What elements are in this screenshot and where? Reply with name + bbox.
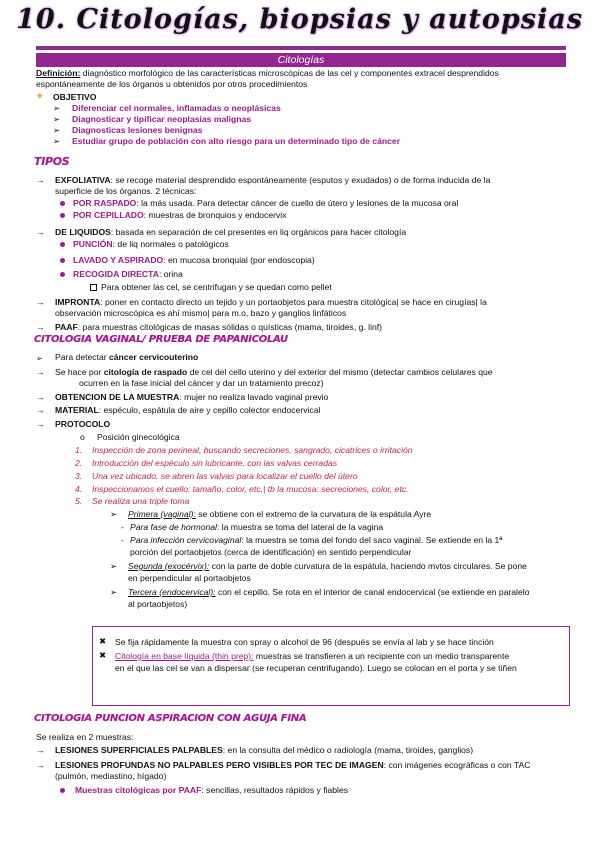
impronta-line-2: observación microscópica es ahí mismo| para m.o, bazo y ganglios linfáticos: [55, 308, 347, 318]
superficial-lesions-text: : en la consulta del médico o radiología (mama, tiroides, ganglios): [222, 745, 474, 755]
fna-intro: Se realiza en 2 muestras:: [36, 732, 134, 742]
pap-method-bold: citología de raspado: [103, 367, 188, 377]
fna-heading: CITOLOGIA PUNCION ASPIRACION CON AGUJA FINA: [34, 713, 307, 724]
checkbox-square-icon: [90, 284, 97, 291]
protocol-step: Inspección de zona perineal, buscando secreciones, sangrado, cicatrices o irritación: [92, 445, 413, 455]
liquids-text: : basada en separación de cel presentes en liq orgánicos para hacer citología: [110, 227, 407, 237]
arrowhead-bullet-icon: ➢: [110, 509, 118, 519]
pap-method-line-1: [55, 367, 493, 378]
right-arrow-icon: →: [36, 419, 45, 429]
deep-lesions-text: : con imágenes ecográficas o con TAC: [383, 760, 531, 770]
bullet-dot-icon: [60, 272, 65, 277]
objective-heading: OBJETIVO: [53, 92, 97, 102]
pap-detect-pre: Para detectar: [55, 352, 109, 362]
fna-samples-text: : sencillas, resultados rápidos y fiables: [201, 785, 349, 795]
right-arrow-icon: →: [36, 367, 45, 377]
infection-label: Para infección cervicovaginal: [130, 535, 242, 545]
hormonal-label: Para fase de hormonal: [130, 522, 217, 532]
pap-detect-bold: cáncer cervicouterino: [108, 352, 199, 362]
objective-item: Diagnosticas lesiones benignas: [72, 125, 203, 135]
cross-bullet-icon: ✖: [99, 650, 107, 660]
second-sample-line-2: en perpendicular al portaobjetos: [128, 573, 251, 583]
first-sample-label: Primera (vaginal):: [128, 509, 196, 519]
third-sample-label: Tercera (endocervical):: [128, 587, 216, 597]
protocol-heading: PROTOCOLO: [55, 419, 111, 429]
superficial-lesions-label: LESIONES SUPERFICIALES PALPABLES: [55, 745, 223, 755]
pellet-note: [90, 282, 332, 293]
liquids-line: [55, 227, 406, 238]
arrowhead-bullet-icon: ➢: [110, 587, 118, 597]
title-underline: [36, 46, 566, 50]
definition-text-1: diagnóstico morfológico de las características microscópicas de las cel y componentes extracel desprendidos: [80, 68, 499, 78]
impronta-text: : poner en contacto directo un tejido y un portaobjetos para muestra citológica| se hace en cirugías| la: [100, 297, 487, 307]
arrowhead-bullet-icon: ➢: [53, 125, 61, 135]
cross-bullet-icon: ✖: [99, 636, 107, 646]
pap-method-line-2: ocurren en la fase inicial del cáncer y dar un tratamiento precoz): [79, 378, 324, 388]
liquids-label: DE LIQUIDOS: [55, 227, 111, 237]
paaf-text: : para muestras citológicas de masas sólidas o quísticas (mama, tiroides, g. linf): [77, 322, 383, 332]
deep-lesions-line-1: [55, 760, 530, 771]
protocol-step-num: 4.: [75, 484, 83, 494]
star-bullet-icon: ✷: [36, 91, 44, 101]
bullet-dot-icon: [60, 213, 65, 218]
pap-method-text: de cel del cello uterino y del exterior del mismo (detectar cambios celulares que: [187, 367, 493, 377]
brushing-label: POR CEPILLADO: [73, 210, 144, 220]
infection-text: : la muestra se toma del fondo del saco vaginal. Se extiende en la 1ª: [241, 535, 503, 545]
liquid-based-text: muestras se transfieren a un recipiente con un medio transparente: [253, 651, 510, 661]
superficial-lesions-line: [55, 745, 473, 756]
third-sample-line-2: al portaobjetos): [128, 599, 188, 609]
second-sample-line-1: [128, 561, 527, 572]
protocol-step: Se realiza una triple toma: [92, 496, 190, 506]
right-arrow-icon: →: [36, 227, 45, 237]
impronta-line-1: [55, 297, 487, 308]
right-arrow-icon: →: [36, 297, 45, 307]
arrowhead-bullet-icon: ➢: [36, 354, 43, 363]
lavage-text: : en mucosa bronquial (por endoscopia): [163, 255, 315, 265]
infection-line-1: [130, 535, 502, 546]
first-sample-line: [128, 509, 431, 520]
exfoliative-label: EXFOLIATIVA: [55, 175, 111, 185]
definition-line-2: espontáneamente de los órganos u obtenidos por otros procedimientos: [36, 79, 308, 89]
pellet-text: Para obtener las cel, se centrifugan y se quedan como pellet: [101, 282, 332, 292]
exfoliative-line-1: [55, 175, 490, 186]
objective-item: Diagnosticar y tipificar neoplasias malignas: [72, 114, 252, 124]
scraping-text: : la más usada. Para detectar cáncer de cuello de útero y lesiones de la mucosa oral: [136, 198, 459, 208]
material-line: [55, 405, 320, 416]
right-arrow-icon: →: [36, 760, 45, 770]
protocol-step: Inspeccionamos el cuello: tamaño, color, etc.| tb la mucosa: secreciones, color, etc.: [92, 484, 409, 494]
material-text: : espéculo, espátula de aire y cepillo colector endocervical: [98, 405, 321, 415]
liquid-based-label: Citología en base líquida (thin prep):: [115, 651, 254, 661]
right-arrow-icon: →: [36, 322, 45, 332]
hormonal-line: [130, 522, 383, 533]
bullet-dot-icon: [60, 201, 65, 206]
protocol-step-num: 1.: [75, 445, 83, 455]
bullet-dot-icon: [60, 242, 65, 247]
liquid-based-note-2: en el que las cel se van a dispersar (se recuperan centrifugando). Luego se colocan en el porta y se tiñen: [115, 663, 517, 673]
types-heading: TIPOS: [34, 155, 70, 168]
direct-collection-label: RECOGIDA DIRECTA: [73, 269, 159, 279]
paaf-label: PAAF: [55, 322, 78, 332]
dash-bullet-icon: -: [121, 522, 124, 532]
second-sample-label: Segunda (exocérvix):: [128, 561, 210, 571]
right-arrow-icon: →: [36, 175, 45, 185]
objective-item: Estudiar grupo de población con alto riesgo para un determinado tipo de cáncer: [72, 136, 401, 146]
sample-collection-label: OBTENCION DE LA MUESTRA: [55, 392, 180, 402]
brushing-item: [73, 210, 287, 221]
dash-bullet-icon: -: [121, 535, 124, 545]
direct-collection-text: : orina: [158, 269, 183, 279]
second-sample-text: con la parte de doble curvatura de la espátula, haciendo mvtos circulares. Se pone: [209, 561, 527, 571]
liquid-based-note-1: [115, 651, 509, 662]
section-banner: Citologías: [36, 53, 566, 67]
protocol-step: Una vez ubicado, se abren las valvas para localizar el cuello del útero: [92, 471, 358, 481]
lavage-label: LAVADO Y ASPIRADO: [73, 255, 164, 265]
puncture-item: [73, 239, 229, 250]
fna-samples-line: [75, 785, 348, 796]
sample-collection-line: [55, 392, 328, 403]
protocol-step-num: 3.: [75, 471, 83, 481]
position-item: [80, 432, 180, 443]
third-sample-text: con el cepillo. Se rota en el interior de canal endocervical (se extiende en paralelo: [215, 587, 530, 597]
circle-bullet-icon: o: [80, 432, 85, 442]
pap-detect-line: [55, 352, 198, 363]
first-sample-text: se obtiene con el extremo de la curvatura de la espátula Ayre: [195, 509, 432, 519]
protocol-step-num: 2.: [75, 458, 83, 468]
page-title: 10. Citologías, biopsias y autopsias: [16, 4, 583, 35]
definition-line-1: [36, 68, 499, 79]
exfoliative-text: : se recoge material desprendido espontáneamente (esputos y exudados) o de forma inducida de la: [110, 175, 491, 185]
exfoliative-line-2: superficie de los órganos. 2 técnicas:: [55, 186, 197, 196]
direct-collection-item: [73, 269, 183, 280]
position-text: Posición ginecológica: [97, 432, 180, 442]
right-arrow-icon: →: [36, 745, 45, 755]
pap-heading: CITOLOGIA VAGINAL/ PRUEBA DE PAPANICOLAU: [34, 334, 288, 345]
right-arrow-icon: →: [36, 405, 45, 415]
lavage-item: [73, 255, 315, 266]
brushing-text: : muestras de bronquios y endocervix: [143, 210, 287, 220]
infection-line-2: porción del portaobjetos (cerca de identificación) en sentido perpendicular: [130, 547, 412, 557]
third-sample-line-1: [128, 587, 529, 598]
arrowhead-bullet-icon: ➢: [53, 114, 61, 124]
arrowhead-bullet-icon: ➢: [53, 103, 61, 113]
bullet-dot-icon: [60, 788, 65, 793]
hormonal-text: : la muestra se toma del lateral de la vagina: [216, 522, 384, 532]
puncture-text: : de liq normales o patológicos: [112, 239, 229, 249]
arrowhead-bullet-icon: ➢: [53, 136, 61, 146]
pap-method-pre: Se hace por: [55, 367, 104, 377]
puncture-label: PUNCIÓN: [73, 239, 113, 249]
right-arrow-icon: →: [36, 392, 45, 402]
impronta-label: IMPRONTA: [55, 297, 101, 307]
fna-samples-label: Muestras citológicas por PAAF: [75, 785, 202, 795]
arrowhead-bullet-icon: ➢: [110, 561, 118, 571]
scraping-label: POR RASPADO: [73, 198, 137, 208]
bullet-dot-icon: [60, 258, 65, 263]
protocol-step-num: 5.: [75, 496, 83, 506]
protocol-step: Introducción del espéculo sin lubricante, con las valvas cerradas: [92, 458, 338, 468]
deep-lesions-label: LESIONES PROFUNDAS NO PALPABLES PERO VISIBLES POR TEC DE IMAGEN: [55, 760, 384, 770]
sample-collection-text: : mujer no realiza lavado vaginal previo: [179, 392, 329, 402]
material-label: MATERIAL: [55, 405, 99, 415]
definition-label: Definición:: [36, 68, 81, 78]
scraping-item: [73, 198, 458, 209]
paaf-line: [55, 322, 382, 333]
fixation-note: Se fija rápidamente la muestra con spray o alcohol de 96 (después se envía al lab y se hace tinción: [115, 637, 494, 647]
objective-item: Diferenciar cel normales, inflamadas o neoplásicas: [72, 103, 281, 113]
deep-lesions-line-2: (pulmón, mediastino, hígado): [55, 771, 167, 781]
